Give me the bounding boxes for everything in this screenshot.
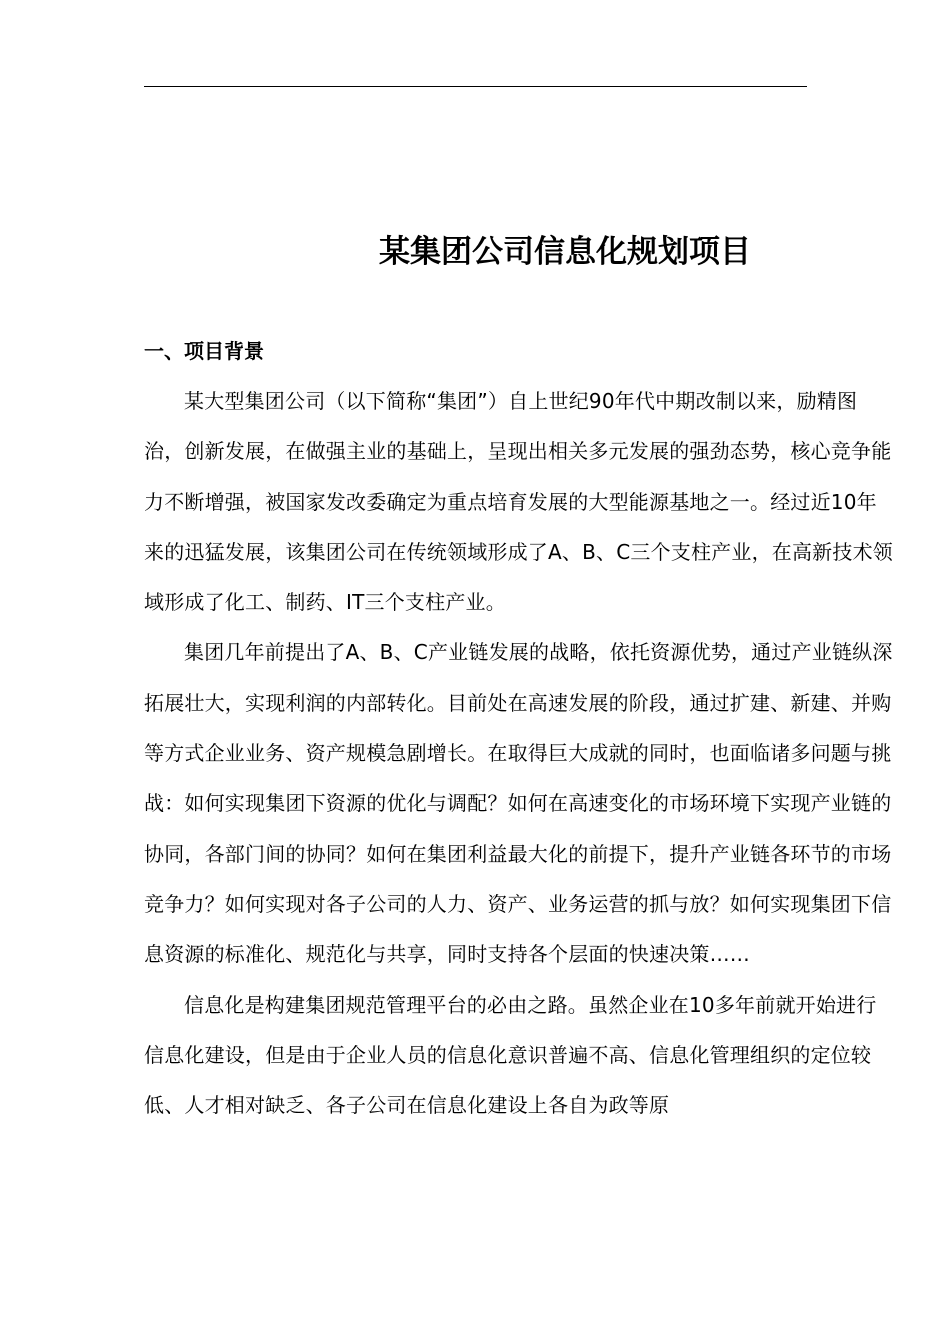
header-rule (144, 86, 807, 87)
body-text (144, 376, 894, 1130)
paragraph-2: 集团几年前提出了A、B、C产业链发展的战略，依托资源优势，通过产业链纵深拓展壮大，实现利润的内部转化。目前处在高速发展的阶段，通过扩建、新建、并购等方式企业业务、资产规模急剧增长。在取得巨大成就的同时，也面临诸多问题与挑战：如何实现集团下资源的优化与调配？如何在高速变化的市场环境下实现产业链的协同，各部门间的协同？如何在集团利益最大化的前提下，提升产业链各环节的市场竞争力？如何实现对各子公司的人力、资产、业务运营的抓与放？如何实现集团下信息资源的标准化、规范化与共享，同时支持各个层面的快速决策…… (144, 640, 893, 967)
paragraph-3: 信息化是构建集团规范管理平台的必由之路。虽然企业在10多年前就开始进行信息化建设，但是由于企业人员的信息化意识普遍不高、信息化管理组织的定位较低、人才相对缺乏、各子公司在信息化建设上各自为政等原 (144, 992, 877, 1118)
paragraph-1: 某大型集团公司（以下简称“集团”）自上世纪90年代中期改制以来，励精图治，创新发展，在做强主业的基础上，呈现出相关多元发展的强劲态势，核心竞争能力不断增强，被国家发改委确定为重点培育发展的大型能源基地之一。经过近10年来的迅猛发展，该集团公司在传统领域形成了A、B、C三个支柱产业，在高新技术领域形成了化工、制药、IT三个支柱产业。 (144, 389, 893, 615)
section-heading: 一、项目背景 (144, 339, 264, 363)
document-title: 某集团公司信息化规划项目 (379, 234, 751, 270)
